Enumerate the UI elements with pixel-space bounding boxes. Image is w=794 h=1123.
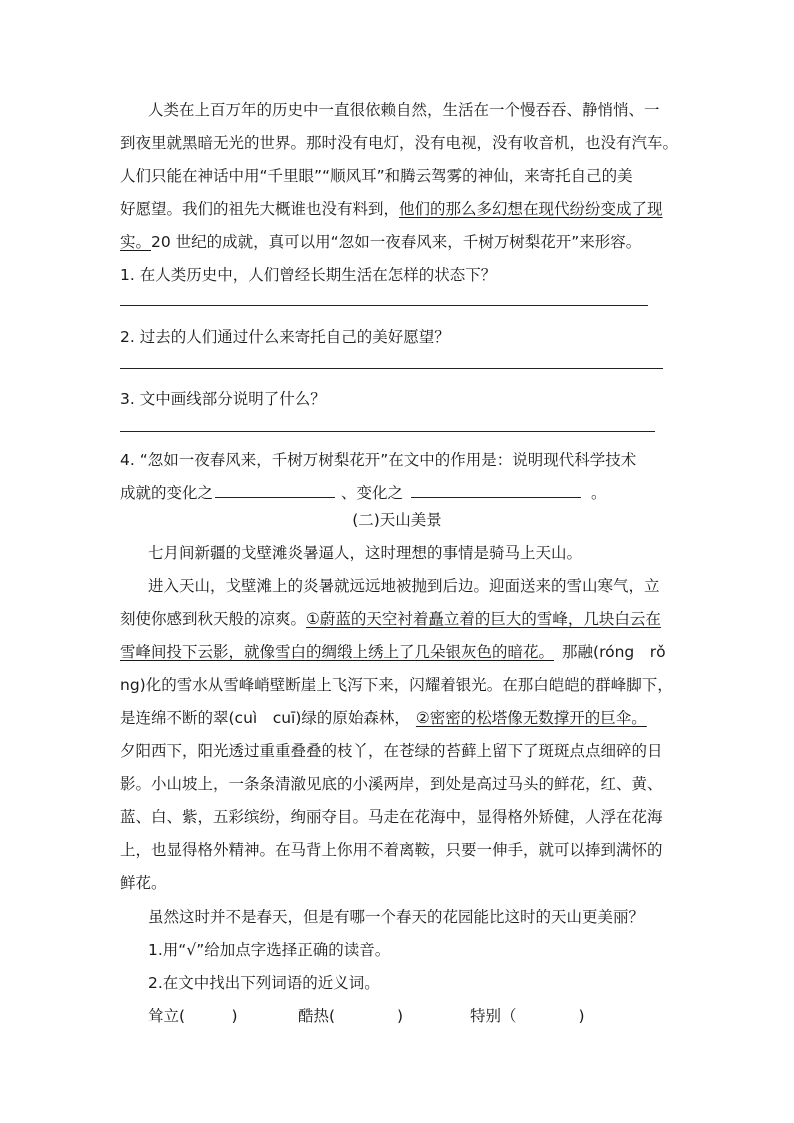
section-title: (二)天山美景: [352, 511, 442, 529]
passage1-line-4: [120, 199, 663, 219]
section2-para-2-line-6: 夕阳西下，阳光透过重重叠叠的枝丫，在苍绿的苔藓上留下了斑斑点点细碎的日: [120, 742, 663, 760]
answer-line-2[interactable]: [120, 368, 663, 369]
question-1: 1. 在人类历史中，人们曾经长期生活在怎样的状态下？: [120, 266, 497, 284]
question-4-line-1: 4. “忽如一夜春风来，千树万树梨花开”在文中的作用是：说明现代科学技术: [120, 451, 637, 469]
underlined-sentence-2: ②密密的松塔像无数撑开的巨伞。: [415, 709, 647, 727]
answer-line-3[interactable]: [120, 431, 655, 432]
section2-para-2-line-10: 鲜花。: [120, 874, 167, 892]
question-4-line-2: [120, 481, 607, 503]
passage1-line-1: 人类在上百万年的历史中一直很依赖自然，生活在一个慢吞吞、静悄悄、一: [148, 101, 660, 119]
section2-para-2-line-9: 上，也显得格外精神。在马背上你用不着离鞍，只要一伸手，就可以捧到满怀的: [120, 841, 663, 859]
section2-para-2-line-1: 进入天山，戈壁滩上的炎暑就远远地被抛到后边。迎面送来的雪山寒气，立: [148, 577, 660, 595]
underlined-sentence-part1: 他们的那么多幻想在现代纷纷变成了现: [399, 200, 663, 218]
question-3: 3. 文中画线部分说明了什么？: [120, 390, 326, 408]
synonym-item-1[interactable]: 耸立( ): [148, 1007, 238, 1025]
section2-para-2-line-8: 蓝、白、紫，五彩缤纷，绚丽夺目。马走在花海中，显得格外矫健，人浮在花海: [120, 808, 663, 826]
synonym-item-3[interactable]: 特别（ ): [470, 1007, 585, 1025]
underlined-sentence-1-part1: ①蔚蓝的天空衬着矗立着的巨大的雪峰，几块白云在: [306, 610, 661, 628]
passage1-line-5: [120, 232, 641, 252]
answer-line-1[interactable]: [120, 305, 648, 306]
question-2: 2. 过去的人们通过什么来寄托自己的美好愿望？: [120, 328, 450, 346]
section2-question-1: 1.用“√”给加点字选择正确的读音。: [148, 941, 391, 959]
section2-para-3: 虽然这时并不是春天，但是有哪一个春天的花园能比这时的天山更美丽？: [148, 908, 645, 926]
passage1-line-3: 人们只能在神话中用“千里眼”“顺风耳”和腾云驾雾的神仙，来寄托自己的美: [120, 167, 633, 185]
section2-question-2: 2.在文中找出下列词语的近义词。: [148, 974, 380, 992]
section2-para-2-line-3-text: 那融(róng rǒ: [562, 643, 666, 661]
section2-para-2-line-5-text: 是连绵不断的翠(cuì cuī)绿的原始森林，: [120, 709, 410, 727]
section2-para-2-line-5: [120, 708, 647, 728]
passage1-line-5-text: 20 世纪的成就，真可以用“忽如一夜春风来，千树万树梨花开”来形容。: [151, 233, 642, 251]
section2-para-1: 七月间新疆的戈壁滩炎暑逼人，这时理想的事情是骑马上天山。: [148, 544, 583, 562]
answer-blank-2[interactable]: [411, 481, 581, 498]
section2-para-2-line-7: 影。小山坡上，一条条清澈见底的小溪两岸，到处是高过马头的鲜花，红、黄、: [120, 775, 663, 793]
underlined-sentence-1-part2: 雪峰间投下云影，就像雪白的绸缎上绣上了几朵银灰色的暗花。: [120, 643, 555, 661]
section2-para-2-line-4: ng)化的雪水从雪峰峭壁断崖上飞泻下来，闪耀着银光。在那白皑皑的群峰脚下，: [120, 676, 673, 694]
synonym-item-2[interactable]: 酷热( ): [298, 1007, 404, 1025]
passage1-line-2: 到夜里就黑暗无光的世界。那时没有电灯，没有电视，没有收音机，也没有汽车。: [120, 134, 679, 152]
question-4-text-c: 。: [591, 484, 607, 502]
section2-para-2-line-3: [120, 642, 666, 662]
section2-para-2-line-2: [120, 609, 661, 629]
section2-para-2-line-2-text: 刻使你感到秋天般的凉爽。: [120, 610, 307, 628]
question-4-text-b: 、变化之: [341, 484, 404, 502]
passage1-line-4-text: 好愿望。我们的祖先大概谁也没有料到，: [120, 200, 400, 218]
underlined-sentence-part2: 实。: [120, 233, 152, 251]
question-4-text-a: 成就的变化之: [120, 484, 214, 502]
answer-blank-1[interactable]: [215, 481, 335, 498]
